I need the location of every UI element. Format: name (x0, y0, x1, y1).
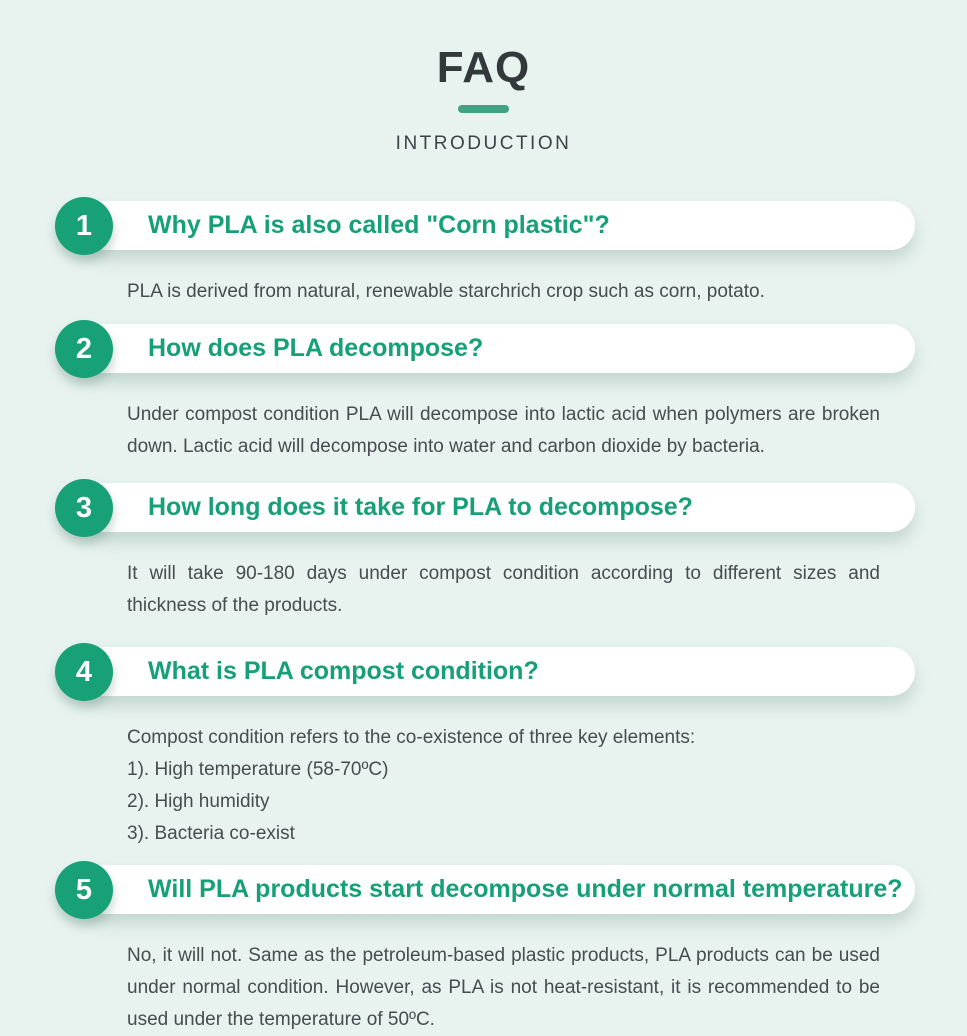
faq-list (55, 201, 915, 1036)
answer-text (127, 558, 880, 622)
answer-line: No, it will not. Same as the petroleum-based plastic products, PLA products can be used under normal condition. However, as PLA is not heat-resistant, it is recommended to be used under the temperature of 50ºC. (127, 945, 880, 1030)
answer-line: Compost condition refers to the co-existence of three key elements: (127, 727, 696, 748)
question-number-badge: 2 (55, 320, 113, 378)
answer-text (127, 722, 880, 850)
question-pill (78, 324, 915, 373)
question-bar (55, 865, 915, 914)
question-number-badge: 1 (55, 197, 113, 255)
question-text: Will PLA products start decompose under normal temperature? (148, 875, 903, 903)
faq-item (55, 324, 915, 463)
page-header (0, 0, 967, 155)
question-number-badge: 4 (55, 643, 113, 701)
question-bar (55, 647, 915, 696)
faq-item (55, 483, 915, 622)
faq-item (55, 865, 915, 1036)
answer-text (127, 276, 880, 308)
question-number-badge: 3 (55, 479, 113, 537)
question-bar (55, 324, 915, 373)
answer-line: 3). Bacteria co-exist (127, 823, 295, 844)
faq-item (55, 647, 915, 850)
answer-line: 1). High temperature (58-70ºC) (127, 759, 389, 780)
question-number-badge: 5 (55, 861, 113, 919)
question-text: How long does it take for PLA to decompose? (148, 493, 693, 521)
question-pill (78, 483, 915, 532)
question-pill (78, 201, 915, 250)
question-pill (78, 647, 915, 696)
answer-line: 2). High humidity (127, 791, 270, 812)
title-underline (458, 105, 509, 113)
question-text: What is PLA compost condition? (148, 657, 539, 685)
question-bar (55, 201, 915, 250)
faq-item (55, 201, 915, 308)
answer-line: PLA is derived from natural, renewable starchrich crop such as corn, potato. (127, 281, 765, 302)
answer-text (127, 399, 880, 463)
answer-line: It will take 90-180 days under compost condition according to different sizes and thickness of the products. (127, 563, 880, 616)
question-bar (55, 483, 915, 532)
answer-text (127, 940, 880, 1036)
intro-label: INTRODUCTION (395, 133, 572, 154)
question-pill (78, 865, 915, 914)
answer-line: Under compost condition PLA will decompose into lactic acid when polymers are broken down. Lactic acid will decompose into water and carbon dioxide by bacteria. (127, 404, 880, 457)
question-text: Why PLA is also called "Corn plastic"? (148, 211, 610, 239)
page-title: FAQ (436, 43, 531, 92)
question-text: How does PLA decompose? (148, 334, 484, 362)
